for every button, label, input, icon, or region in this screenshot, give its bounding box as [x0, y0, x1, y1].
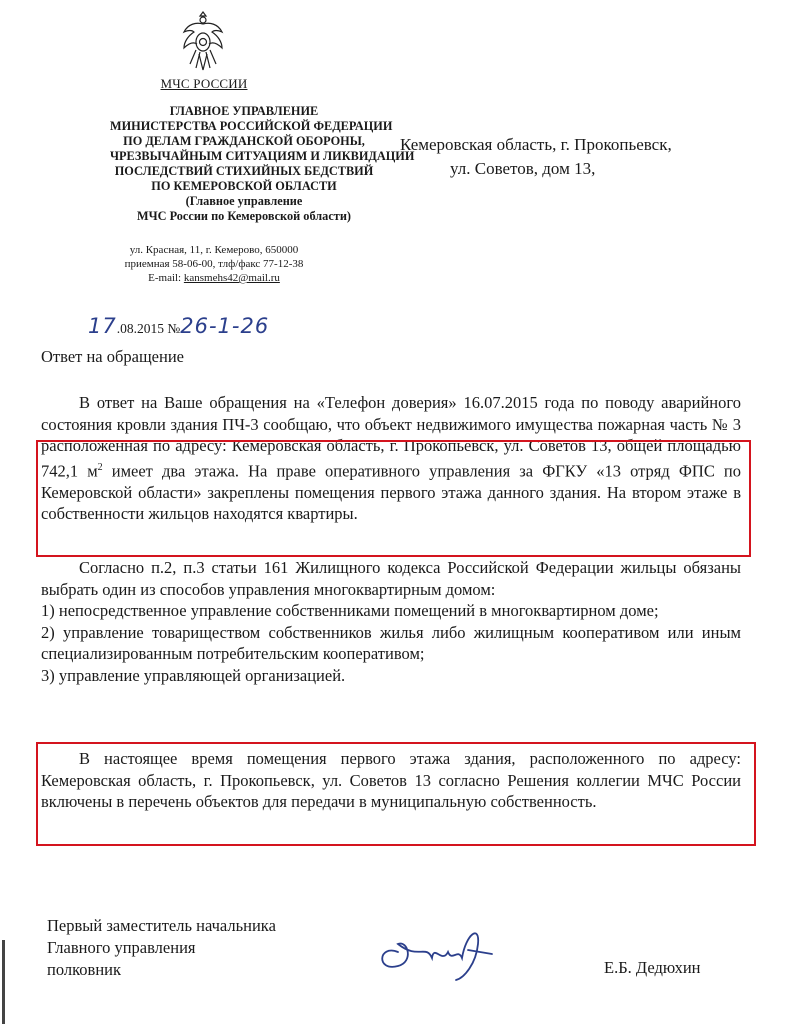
email-label: E-mail:: [148, 272, 184, 284]
agency-short-name: МЧС РОССИИ: [160, 76, 248, 91]
email-link[interactable]: kansmehs42@mail.ru: [183, 272, 280, 284]
handwritten-day: 17: [88, 314, 117, 338]
highlight-box-transfer-info: [36, 742, 756, 846]
list-item: 2) управление товариществом собственников жилья либо жилищным кооперативом или иным специализированным потребительским кооперативом;: [41, 622, 741, 663]
paragraph-1-boxed: недвижимого имущества пожарная часть № 3 расположенная по адресу: Кемеровская область, г. Прокопьевск, ул. Советов 13, общей площадью 742,1 м: [41, 414, 742, 480]
highlight-box-building-info: [36, 440, 751, 557]
sender-phone: приемная 58-06-00, тлф/факс 77-12-38: [124, 258, 304, 270]
recipient-line-1: Кемеровская область, г. Прокопьевск,: [400, 135, 672, 154]
number-sign: №: [167, 321, 181, 336]
sender-contacts: [96, 243, 332, 285]
agency-line: ГЛАВНОЕ УПРАВЛЕНИЕ: [169, 104, 319, 118]
list-item: 1) непосредственное управление собственниками помещений в многоквартирном доме;: [41, 601, 659, 620]
agency-line: (Главное управление: [185, 194, 303, 208]
handwritten-number: 26-1-26: [180, 314, 270, 338]
scan-edge-mark: [2, 940, 5, 1024]
list-item: 3) управление управляющей организацией.: [41, 665, 346, 685]
paragraph-3-text: В настоящее время помещения первого этажа здания, расположенного по адресу: Кемеровская область, г. Прокопьевск, ул. Советов 13 согласно Решения коллегии МЧС России включены в перечень объектов для передачи в муниципальную собственность.: [41, 749, 741, 811]
sender-address: ул. Красная, 11, г. Кемерово, 650000: [129, 244, 299, 256]
signatory-name: Е.Б. Дедюхин: [604, 958, 701, 977]
signatory-position: [47, 915, 276, 981]
paragraph-2-intro: Согласно п.2, п.3 статьи 161 Жилищного кодекса Российской Федерации жильцы обязаны выбрать один из способов управления многоквартирным домом:: [41, 558, 741, 599]
recipient-address: [400, 133, 780, 181]
handwritten-signature-icon: [368, 914, 508, 984]
letter-subject: Ответ на обращение: [41, 347, 184, 366]
position-line: Первый заместитель начальника: [47, 916, 276, 935]
printed-date: .08.2015: [116, 321, 164, 336]
double-headed-eagle-emblem-icon: [178, 8, 228, 74]
agency-full-name: [110, 104, 415, 224]
recipient-line-2: ул. Советов, дом 13,: [450, 159, 596, 178]
sender-email-row: [96, 271, 332, 285]
date-number-line: [88, 314, 269, 338]
agency-line: ПО КЕМЕРОВСКОЙ ОБЛАСТИ: [151, 179, 337, 193]
agency-line: ПО ДЕЛАМ ГРАЖДАНСКОЙ ОБОРОНЫ,: [123, 134, 365, 148]
agency-line: ПОСЛЕДСТВИЙ СТИХИЙНЫХ БЕДСТВИЙ: [114, 164, 374, 178]
agency-line: МЧС России по Кемеровской области): [136, 209, 352, 223]
position-line: Главного управления: [47, 938, 196, 957]
agency-line: ЧРЕЗВЫЧАЙНЫМ СИТУАЦИЯМ И ЛИКВИДАЦИИ: [110, 149, 415, 163]
paragraph-2: [41, 557, 741, 686]
paragraph-1-boxed-rest: имеет два этажа. На праве оперативного управления за ФГКУ «13 отряд ФПС по Кемеровской области» закреплены помещения первого этажа данного здания. На втором этаже в собственности жильцов находятся квартиры.: [41, 461, 741, 523]
position-line: полковник: [47, 960, 121, 979]
agency-line: МИНИСТЕРСТВА РОССИЙСКОЙ ФЕДЕРАЦИИ: [110, 119, 393, 133]
paragraph-1-intro: В ответ на Ваше обращения на «Телефон доверия» 16.07.2015 года по поводу аварийного состояния кровли здания ПЧ-3 сообщаю, что объект: [41, 393, 741, 434]
area-unit-exponent: 2: [97, 461, 103, 473]
